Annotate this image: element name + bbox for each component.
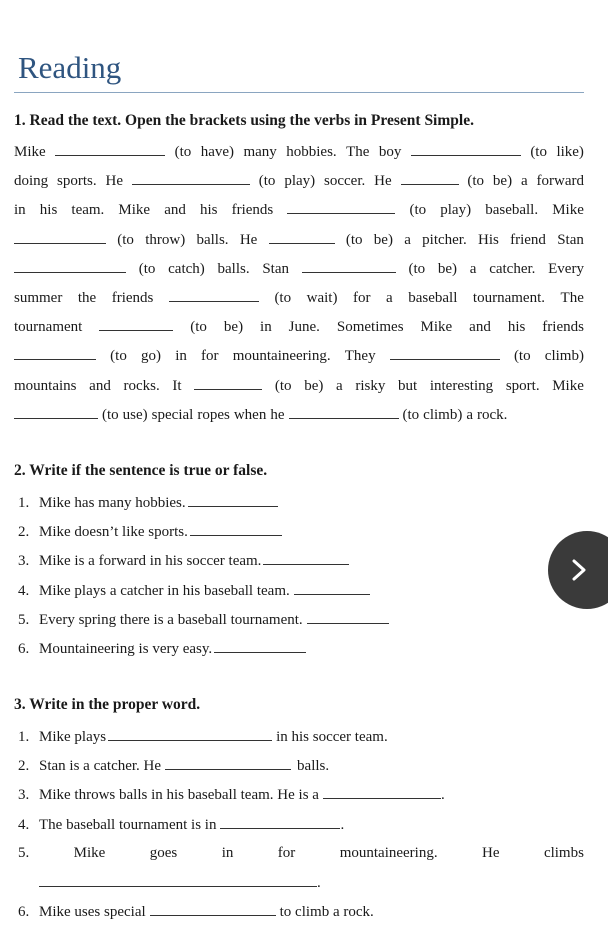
text-word: (to <box>138 260 156 277</box>
text-word: special <box>151 406 194 423</box>
text-word: Stan <box>557 231 584 248</box>
text-word: He <box>105 173 124 190</box>
text-word: play) <box>284 173 316 190</box>
item-text: Every spring there is a baseball tournament. <box>39 611 303 628</box>
text-word: balls. <box>196 231 229 248</box>
text-word: climb) <box>544 348 584 365</box>
text-word: wait) <box>306 289 338 306</box>
text-word: in <box>14 202 26 219</box>
text-word: Sometimes <box>336 319 404 336</box>
item-text: in his soccer team. <box>276 729 388 745</box>
text-word: (to <box>408 260 426 277</box>
text-word: (to <box>274 377 292 394</box>
text-word: (to <box>174 144 192 160</box>
text-word: a <box>469 260 477 277</box>
text-word: many <box>243 144 277 160</box>
text-word: like) <box>556 144 584 160</box>
item-word: climbs <box>543 844 584 861</box>
text-word: mountaineering. <box>232 348 331 365</box>
answer-blank[interactable] <box>150 900 276 916</box>
item-text: Mike uses special <box>39 904 146 921</box>
item-text: Mountaineering is very easy. <box>39 640 213 657</box>
answer-blank[interactable] <box>132 169 250 185</box>
item-text: Mike plays <box>39 729 107 745</box>
text-word: when <box>233 406 267 423</box>
text-word: (to <box>190 319 207 336</box>
answer-blank[interactable] <box>14 257 126 273</box>
answer-blank[interactable] <box>214 637 306 653</box>
text-word: tournament <box>14 319 83 336</box>
text-word: friends <box>111 289 154 306</box>
item-word: Mike <box>73 844 106 861</box>
item-number: 6. <box>18 904 30 921</box>
text-word: (to <box>274 289 292 306</box>
text-word: (to <box>402 406 420 423</box>
text-word: friend <box>510 231 546 248</box>
text-word: June. <box>288 319 320 336</box>
exercise-3-heading: 3. Write in the proper word. <box>14 696 201 713</box>
item-number: 4. <box>18 582 30 599</box>
text-word: his <box>199 202 218 219</box>
answer-blank[interactable] <box>302 257 396 273</box>
text-word: have) <box>200 144 235 160</box>
item-number: 4. <box>18 816 30 833</box>
list-item <box>18 725 584 754</box>
answer-blank[interactable] <box>263 549 349 565</box>
text-word: The <box>560 289 584 306</box>
item-number: 1. <box>18 495 30 511</box>
text-word: (to <box>117 231 134 248</box>
text-word: for <box>353 289 371 306</box>
text-word: his <box>507 319 526 336</box>
text-word: friends <box>231 202 274 219</box>
exercise-2-list <box>18 491 389 666</box>
text-word: (to <box>409 202 427 219</box>
text-word: (to <box>110 348 127 365</box>
answer-blank[interactable] <box>269 228 335 244</box>
text-word: He <box>374 173 392 190</box>
answer-blank[interactable] <box>165 754 291 770</box>
list-item <box>18 579 389 608</box>
answer-blank[interactable] <box>39 871 317 887</box>
text-word: (to <box>513 348 531 365</box>
text-word: soccer. <box>324 173 366 190</box>
item-text: The baseball tournament is in <box>39 816 217 833</box>
answer-blank[interactable] <box>411 140 521 156</box>
text-word: tournament. <box>472 289 545 306</box>
item-text: balls. <box>297 758 330 775</box>
item-text: Stan is a catcher. He <box>39 758 162 775</box>
item-word: for <box>277 844 296 861</box>
text-word: Mike <box>118 202 151 219</box>
text-word: baseball. <box>485 202 539 219</box>
item-number: 6. <box>18 640 30 657</box>
text-word: team. <box>71 202 105 219</box>
text-word: (to <box>530 144 547 160</box>
next-page-button[interactable] <box>548 531 608 609</box>
answer-blank[interactable] <box>14 344 96 360</box>
text-word: and <box>469 319 491 336</box>
text-word: Mike <box>420 319 453 336</box>
text-word: go) <box>141 348 162 365</box>
answer-blank[interactable] <box>14 228 106 244</box>
text-line <box>14 403 584 432</box>
text-word: ropes <box>197 406 230 423</box>
text-word: for <box>201 348 219 365</box>
answer-blank[interactable] <box>108 725 272 741</box>
text-word: forward <box>536 173 584 190</box>
text-word: Mike <box>552 377 584 394</box>
text-line <box>14 169 584 198</box>
text-word: (to <box>345 231 363 248</box>
text-word: a <box>404 231 411 248</box>
answer-blank[interactable] <box>220 813 340 829</box>
text-word: friends <box>542 319 584 336</box>
page-title: Reading <box>18 50 122 85</box>
answer-blank[interactable] <box>307 608 389 624</box>
answer-blank[interactable] <box>401 169 459 185</box>
item-number: 3. <box>18 787 30 804</box>
text-word: in <box>175 348 187 365</box>
text-word: hobbies. <box>286 144 337 160</box>
list-item <box>18 783 584 812</box>
item-word: mountaineering. <box>339 844 438 861</box>
answer-blank[interactable] <box>169 286 259 302</box>
answer-blank[interactable] <box>190 520 282 536</box>
text-word: Stan <box>262 260 290 277</box>
text-word: rock. <box>477 406 508 423</box>
answer-blank[interactable] <box>99 315 173 331</box>
text-line <box>14 140 584 169</box>
text-word: and <box>164 202 186 219</box>
text-line <box>14 228 584 257</box>
text-word: be) <box>492 173 513 190</box>
text-word: risky <box>355 377 386 394</box>
text-word: pitcher. <box>422 231 467 248</box>
text-word: rocks. <box>123 377 160 394</box>
item-text: to climb a rock. <box>279 904 374 921</box>
text-line <box>14 286 584 315</box>
item-word: in <box>221 844 234 861</box>
list-item <box>18 549 389 578</box>
item-number: 5. <box>18 611 30 628</box>
text-word: be) <box>304 377 324 394</box>
text-word: catch) <box>168 260 205 277</box>
text-word: (to <box>258 173 276 190</box>
list-item <box>18 491 389 520</box>
text-word: balls. <box>217 260 250 277</box>
text-word: a <box>466 406 473 423</box>
exercise-1-heading: 1. Read the text. Open the brackets using the verbs in Present Simple. <box>14 112 474 129</box>
item-word: He <box>482 844 500 861</box>
text-word: throw) <box>145 231 186 248</box>
list-item <box>18 520 389 549</box>
item-number: 2. <box>18 524 30 541</box>
item-text: Mike plays a catcher in his baseball team. <box>39 582 290 599</box>
text-word: He <box>239 231 258 248</box>
text-word: sport. <box>505 377 540 394</box>
text-line <box>14 374 584 403</box>
text-word: in <box>260 319 272 336</box>
item-text: . <box>440 787 445 804</box>
text-word: They <box>344 348 376 365</box>
text-word: climb) <box>423 406 463 423</box>
text-word: Every <box>548 260 584 277</box>
list-item <box>18 871 584 900</box>
list-item <box>18 842 584 871</box>
item-number: 3. <box>18 553 30 570</box>
item-text: Mike doesn’t like sports. <box>39 524 188 541</box>
item-text: Mike is a forward in his soccer team. <box>39 553 262 570</box>
text-word: boy <box>378 144 402 160</box>
text-word: mountains <box>14 377 77 394</box>
spread-line <box>18 842 584 864</box>
text-word: be) <box>437 260 458 277</box>
text-word: his <box>39 202 58 219</box>
text-word: (to <box>467 173 485 190</box>
text-word: doing <box>14 173 49 190</box>
text-word: and <box>89 377 111 394</box>
text-word: the <box>77 289 97 306</box>
text-word: a <box>386 289 393 306</box>
item-text: Mike has many hobbies. <box>39 495 186 511</box>
text-line <box>14 257 584 286</box>
text-word: The <box>346 144 370 160</box>
item-word: goes <box>149 844 178 861</box>
answer-blank[interactable] <box>188 491 278 507</box>
exercise-3-list <box>18 725 584 929</box>
list-item <box>18 813 584 842</box>
text-word: a <box>336 377 343 394</box>
text-word: be) <box>223 319 244 336</box>
text-line <box>14 344 584 373</box>
list-item <box>18 608 389 637</box>
chevron-right-icon <box>570 559 588 581</box>
text-word: catcher. <box>489 260 536 277</box>
answer-blank[interactable] <box>294 579 370 595</box>
item-number: 1. <box>18 729 30 745</box>
text-word: It <box>172 377 182 394</box>
text-word: interesting <box>429 377 494 394</box>
item-number: 5. <box>18 844 30 861</box>
item-text: Mike throws balls in his baseball team. He is a <box>39 787 319 804</box>
text-word: summer <box>14 289 63 306</box>
text-word: Mike <box>552 202 584 219</box>
text-word: (to <box>102 406 119 423</box>
text-word: but <box>398 377 418 394</box>
answer-blank[interactable] <box>14 403 98 419</box>
text-line <box>14 198 584 227</box>
text-word: play) <box>440 202 472 219</box>
answer-blank[interactable] <box>287 198 395 214</box>
exercise-1-text <box>14 140 584 432</box>
item-text: . <box>317 874 321 891</box>
title-divider <box>14 92 584 93</box>
text-word: baseball <box>408 289 458 306</box>
text-word: be) <box>373 231 393 248</box>
answer-blank[interactable] <box>323 783 441 799</box>
list-item <box>18 900 584 929</box>
text-line <box>14 315 584 344</box>
answer-blank[interactable] <box>390 344 500 360</box>
text-word: Mike <box>14 144 46 160</box>
text-word: he <box>270 406 285 423</box>
exercise-2-heading: 2. Write if the sentence is true or false. <box>14 462 268 479</box>
answer-blank[interactable] <box>55 140 165 156</box>
text-word: a <box>520 173 528 190</box>
item-text: . <box>340 816 345 833</box>
text-word: His <box>478 231 499 248</box>
text-word: use) <box>122 406 148 423</box>
list-item <box>18 754 584 783</box>
item-number: 2. <box>18 758 30 775</box>
answer-blank[interactable] <box>289 403 399 419</box>
list-item <box>18 637 389 666</box>
text-word: sports. <box>57 173 97 190</box>
answer-blank[interactable] <box>194 374 262 390</box>
